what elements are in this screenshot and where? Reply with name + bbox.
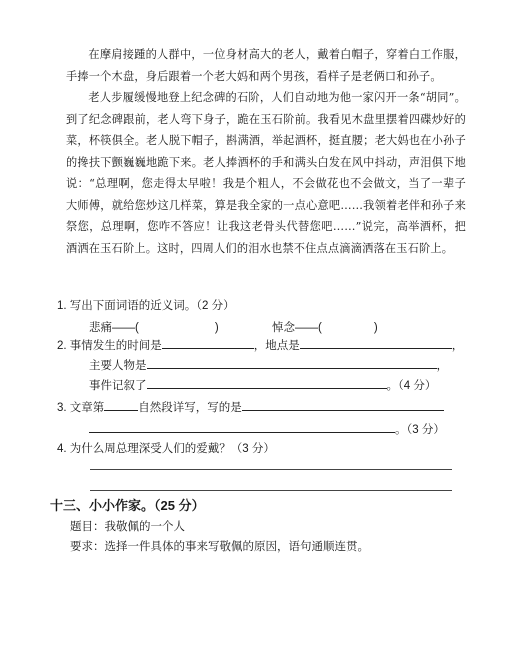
question-3-line-1 [57,398,444,416]
q2-place-blank[interactable] [300,336,452,349]
question-2-line-1 [57,336,463,354]
passage-paragraph-2: 老人步履缓慢地登上纪念碑的石阶，人们自动地为他一家闪开一条“胡同”。到了纪念碑跟前，老人弯下身子，跪在玉石阶前。我看见木盘里摆着四碟炒好的菜，杯筷俱全。老人脱下帽子，斟满酒，举起酒杯，挺直腰；老大妈也在小孙子的搀扶下颤巍巍地跪下来。老人捧酒杯的手和满头白发在风中抖动，声泪俱下地说：“总理啊，您走得太早啦！我是个粗人，不会做花也不会做文，当了一辈子大师傅，就给您炒这几样菜，算是我全家的一点心意吧……我领着老伴和孙子来祭您，总理啊，您咋不答应！让我这老骨头代替您吧……”说完，高举酒杯，把酒洒在玉石阶上。这时，四周人们的泪水也禁不住点点滴滴洒落在玉石阶上。 [66,91,466,255]
q3-content-blank-2[interactable] [89,420,395,433]
q2-event-blank[interactable] [147,376,387,389]
q2-event-label: 事件记叙了 [89,380,147,392]
q1-word-2: 悼念——( [272,322,322,334]
q2-line-3-end: 。（4 分） [386,380,437,392]
q2-people-label: 主要人物是 [89,360,147,372]
q1-word-1: 悲痛——( [89,322,139,334]
q1-close-2: ) [373,322,378,334]
question-1-prompt: 1. 写出下面词语的近义词。（2 分） [57,300,235,312]
q2-time-label: 2. 事情发生的时间是 [57,340,162,352]
q3-content-blank-1[interactable] [242,398,444,411]
reading-passage [66,44,466,259]
q2-time-blank[interactable] [162,336,254,349]
question-1-item-1 [89,320,219,336]
question-1-item-2 [272,320,378,336]
q3-label-a: 3. 文章第 [57,402,105,414]
q4-answer-line-1[interactable] [90,469,452,470]
q1-close-1: ) [214,322,219,334]
q2-line-1-end: ， [451,340,464,352]
question-2-line-2 [89,356,448,374]
section-13-heading: 十三、小小作家。（25 分） [50,498,205,513]
question-4-prompt: 4. 为什么周总理深受人们的爱戴？（3 分） [57,443,275,455]
q3-label-b: 自然段详写，写的是 [138,402,242,414]
essay-requirement: 要求：选择一件具体的事来写敬佩的原因，语句通顺连贯。 [70,541,369,553]
q2-place-label: ，地点是 [253,340,300,352]
q2-people-blank[interactable] [147,356,437,369]
question-3-line-2 [89,420,445,438]
essay-topic: 题目：我敬佩的一个人 [70,521,185,533]
q3-line-2-end: 。（3 分） [395,424,445,436]
q4-answer-line-2[interactable] [90,490,452,491]
question-2-line-3 [89,376,436,394]
q3-paragraph-blank[interactable] [104,398,138,411]
q2-line-2-end: ， [436,360,448,372]
passage-paragraph-1: 在摩肩接踵的人群中，一位身材高大的老人，戴着白帽子，穿着白工作服，手捧一个木盘，身后跟着一个老大妈和两个男孩，看样子是老俩口和孙子。 [66,48,466,83]
